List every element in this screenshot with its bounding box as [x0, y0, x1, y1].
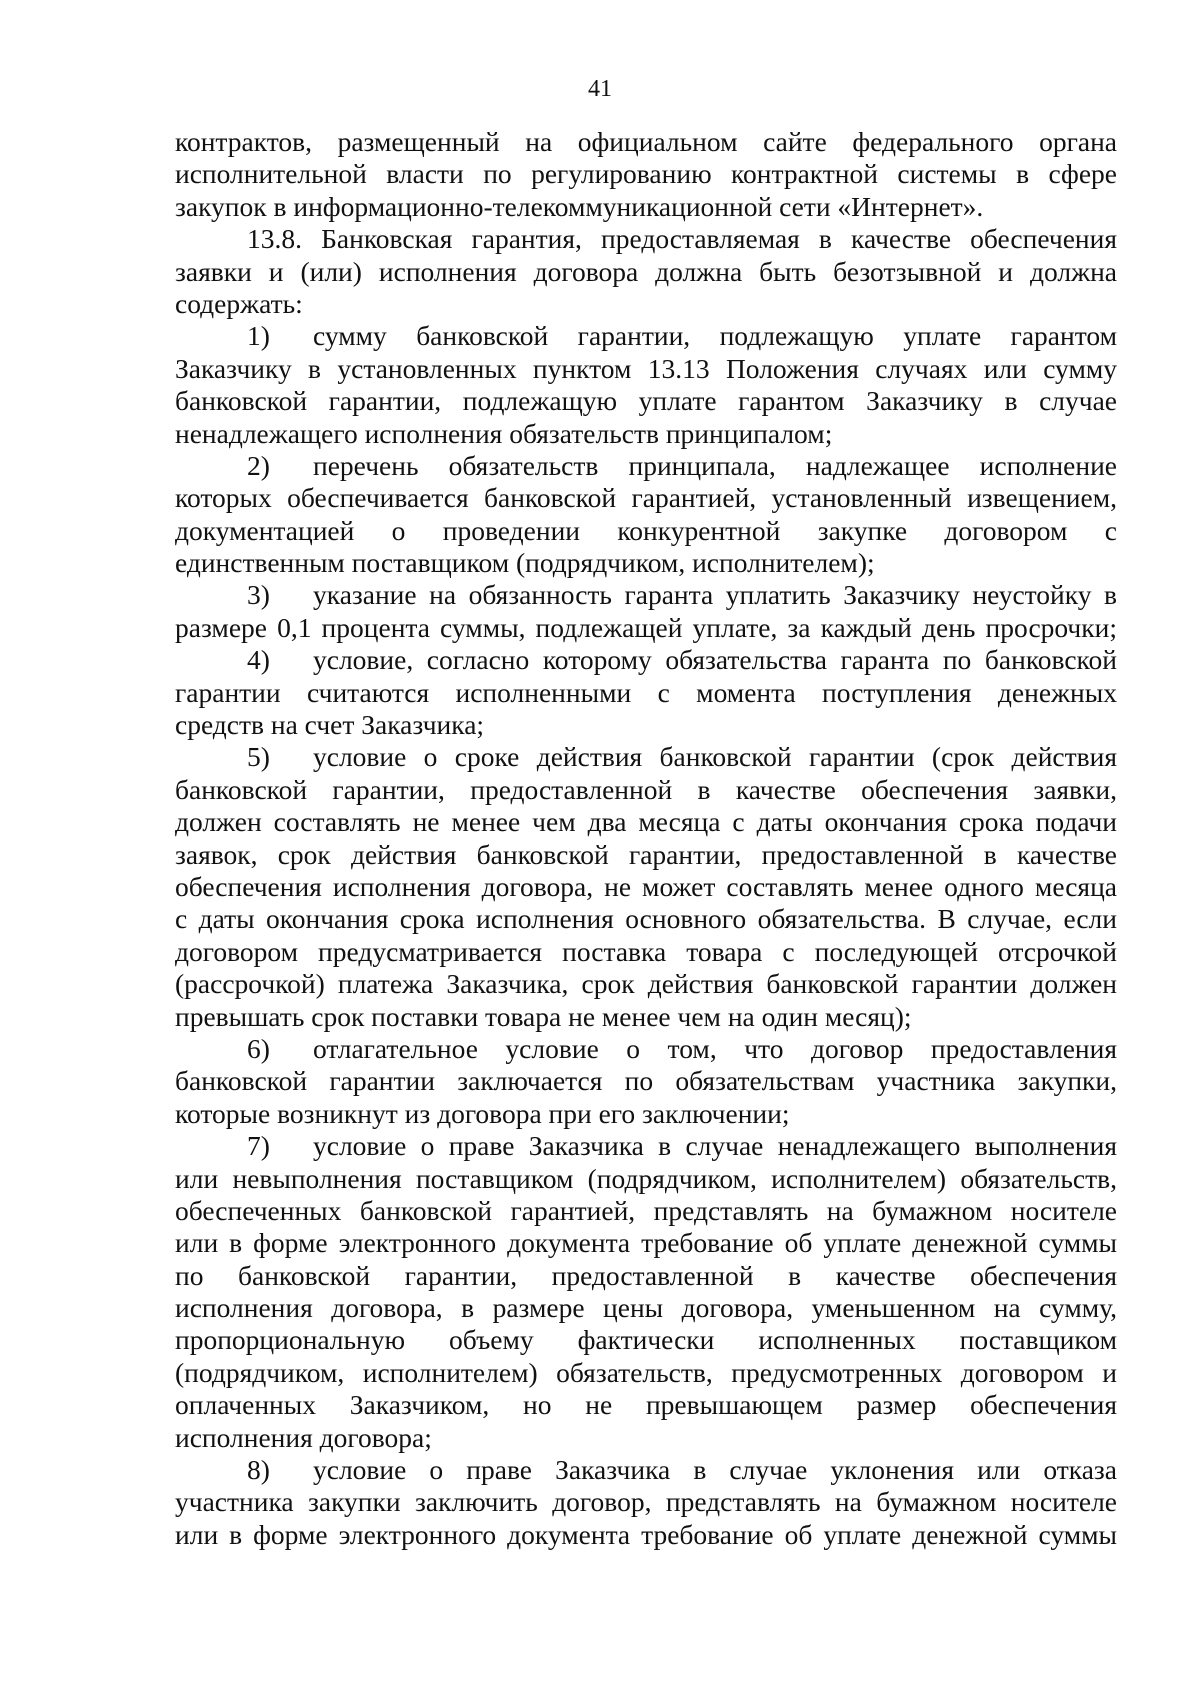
- list-item-first-line: [175, 320, 1117, 352]
- text-line: [175, 482, 1117, 514]
- text-line: [175, 158, 1117, 190]
- line-text: или невыполнения поставщиком (подрядчиком, исполнителем) обязательств,: [175, 1162, 1117, 1194]
- line-text: единственным поставщиком (подрядчиком, исполнителем);: [175, 547, 875, 579]
- text-line: [175, 256, 1117, 288]
- text-line: [175, 547, 1117, 579]
- line-text: содержать:: [175, 287, 303, 319]
- line-text: (рассрочкой) платежа Заказчика, срок действия банковской гарантии должен: [175, 968, 1117, 1000]
- line-text: (подрядчиком, исполнителем) обязательств, предусмотренных договором и: [175, 1356, 1117, 1388]
- text-line: [175, 1519, 1117, 1551]
- line-text: банковской гарантии, предоставленной в качестве обеспечения заявки,: [175, 773, 1117, 805]
- line-text: банковской гарантии заключается по обязательствам участника закупки,: [175, 1065, 1117, 1097]
- list-item-number: 1): [247, 320, 270, 352]
- text-line: [175, 385, 1117, 417]
- line-text: указание на обязанность гаранта уплатить Заказчику неустойку в: [313, 579, 1117, 611]
- text-line: [175, 839, 1117, 871]
- line-text: обеспечения исполнения договора, не может составлять менее одного месяца: [175, 870, 1117, 902]
- text-line: [175, 1227, 1117, 1259]
- line-text: обеспеченных банковской гарантией, представлять на бумажном носителе: [175, 1194, 1117, 1226]
- line-text: по банковской гарантии, предоставленной в качестве обеспечения: [175, 1259, 1117, 1291]
- list-item-first-line: [175, 1454, 1117, 1486]
- list-item-number: 7): [247, 1130, 270, 1162]
- list-item-number: 2): [247, 449, 270, 481]
- line-text: документацией о проведении конкурентной закупке договором с: [175, 514, 1117, 546]
- text-line: [175, 191, 1117, 223]
- line-text: или в форме электронного документа требование об уплате денежной суммы: [175, 1227, 1117, 1259]
- line-text: заявки и (или) исполнения договора должна быть безотзывной и должна: [175, 255, 1117, 287]
- text-line: [175, 1098, 1117, 1130]
- text-line: [175, 1389, 1117, 1421]
- line-text: которых обеспечивается банковской гарантией, установленный извещением,: [175, 482, 1117, 514]
- text-line: [175, 968, 1117, 1000]
- list-item-number: 5): [247, 741, 270, 773]
- line-text: условие, согласно которому обязательства гаранта по банковской: [313, 644, 1117, 676]
- line-text: закупок в информационно-телекоммуникационной сети «Интернет».: [175, 190, 984, 222]
- text-line: [175, 1065, 1117, 1097]
- text-line: [175, 1292, 1117, 1324]
- line-text: заявок, срок действия банковской гарантии, предоставленной в качестве: [175, 838, 1117, 870]
- line-text: оплаченных Заказчиком, но не превышающем размер обеспечения: [175, 1389, 1117, 1421]
- line-text: условие о сроке действия банковской гарантии (срок действия: [313, 741, 1117, 773]
- text-line: [175, 1357, 1117, 1389]
- line-text: контрактов, размещенный на официальном сайте федерального органа: [175, 126, 1117, 157]
- line-text: ненадлежащего исполнения обязательств принципалом;: [175, 417, 833, 449]
- text-line: [175, 515, 1117, 547]
- text-line: [175, 353, 1117, 385]
- line-text: договором предусматривается поставка товара с последующей отсрочкой: [175, 935, 1117, 967]
- line-text: пропорциональную объему фактически исполненных поставщиком: [175, 1324, 1117, 1356]
- line-text: которые возникнут из договора при его заключении;: [175, 1097, 790, 1129]
- text-line: [175, 1260, 1117, 1292]
- text-line: [175, 1486, 1117, 1518]
- line-text: гарантии считаются исполненными с момента поступления денежных: [175, 676, 1117, 708]
- list-item-first-line: [175, 1033, 1117, 1065]
- list-item-first-line: [175, 1130, 1117, 1162]
- text-line: [175, 903, 1117, 935]
- line-text: с даты окончания срока исполнения основного обязательства. В случае, если: [175, 903, 1117, 935]
- list-item-first-line: [175, 450, 1117, 482]
- list-item-number: 8): [247, 1454, 270, 1486]
- text-line: [175, 1422, 1117, 1454]
- text-line: [175, 806, 1117, 838]
- line-text: исполнения договора;: [175, 1421, 432, 1453]
- text-line: [175, 1163, 1117, 1195]
- list-item-number: 6): [247, 1032, 270, 1064]
- text-line: [175, 288, 1117, 320]
- document-body: [175, 126, 1117, 1551]
- list-item-first-line: [175, 579, 1117, 611]
- line-text: условие о праве Заказчика в случае уклонения или отказа: [313, 1454, 1117, 1486]
- list-item-first-line: [175, 741, 1117, 773]
- line-text: исполнительной власти по регулированию контрактной системы в сфере: [175, 158, 1117, 190]
- text-line: [175, 1195, 1117, 1227]
- line-text: исполнения договора, в размере цены договора, уменьшенном на сумму,: [175, 1292, 1117, 1324]
- text-line: [175, 1001, 1117, 1033]
- text-line: [175, 418, 1117, 450]
- line-text: 13.8. Банковская гарантия, предоставляемая в качестве обеспечения: [247, 223, 1117, 255]
- line-text: размере 0,1 процента суммы, подлежащей уплате, за каждый день просрочки;: [175, 611, 1117, 643]
- text-line: [175, 871, 1117, 903]
- line-text: отлагательное условие о том, что договор предоставления: [313, 1032, 1117, 1064]
- list-item-number: 3): [247, 579, 270, 611]
- line-text: превышать срок поставки товара не менее чем на один месяц);: [175, 1000, 912, 1032]
- page-number: 41: [588, 76, 612, 102]
- line-text: средств на счет Заказчика;: [175, 709, 485, 741]
- list-item-number: 4): [247, 644, 270, 676]
- text-line: [175, 774, 1117, 806]
- text-line: [175, 936, 1117, 968]
- line-text: или в форме электронного документа требование об уплате денежной суммы: [175, 1518, 1117, 1550]
- line-text: участника закупки заключить договор, представлять на бумажном носителе: [175, 1486, 1117, 1518]
- line-text: перечень обязательств принципала, надлежащее исполнение: [313, 449, 1117, 481]
- line-text: банковской гарантии, подлежащую уплате гарантом Заказчику в случае: [175, 385, 1117, 417]
- text-line: [175, 709, 1117, 741]
- text-line: [175, 677, 1117, 709]
- text-line: [175, 1324, 1117, 1356]
- list-item-first-line: [175, 644, 1117, 676]
- text-line: [175, 612, 1117, 644]
- line-text: Заказчику в установленных пунктом 13.13 Положения случаях или сумму: [175, 352, 1117, 384]
- line-text: условие о праве Заказчика в случае ненадлежащего выполнения: [313, 1130, 1117, 1162]
- text-line: [175, 223, 1117, 255]
- line-text: сумму банковской гарантии, подлежащую уплате гарантом: [313, 320, 1117, 352]
- text-line: [175, 126, 1117, 158]
- line-text: должен составлять не менее чем два месяца с даты окончания срока подачи: [175, 806, 1117, 838]
